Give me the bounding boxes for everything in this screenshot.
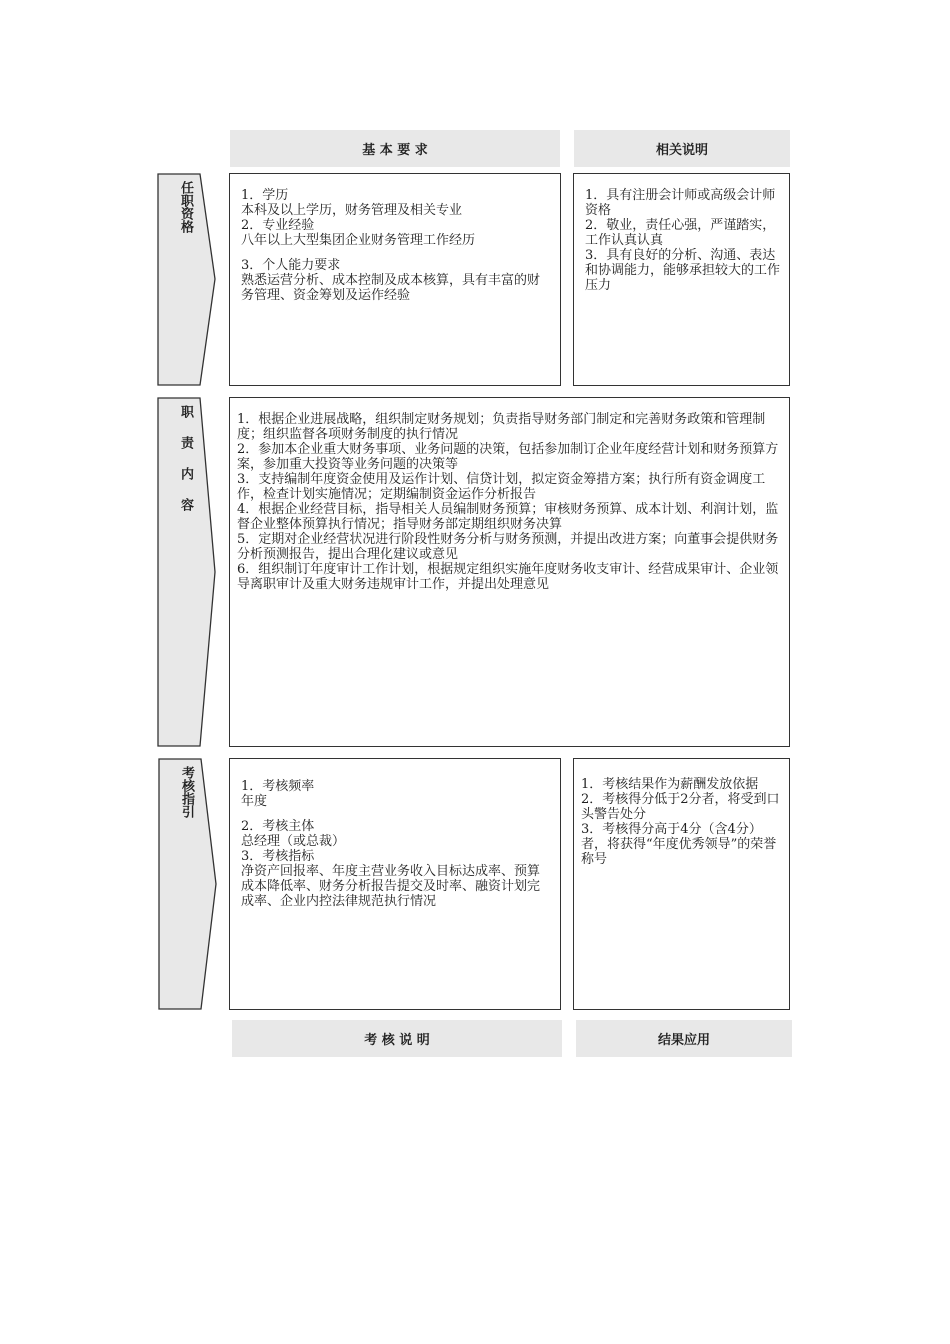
arrow-label-assessment: 考核指引 <box>179 766 194 818</box>
duty-item-2: 2．参加本企业重大财务事项、业务问题的决策，包括参加制订企业年度经营计划和财务预算方案，参加重大投资等业务问题的决策等 <box>237 442 779 472</box>
duty-item-5: 5．定期对企业经营状况进行阶段性财务分析与财务预测，并提出改进方案；向董事会提供财务分析预测报告，提出合理化建议或意见 <box>237 532 779 562</box>
assess-item-2-text: 总经理（或总裁） <box>241 834 346 849</box>
qualification-basic-box <box>229 173 561 386</box>
duty-item-3: 3．支持编制年度资金使用及运作计划、信贷计划，拟定资金筹措方案；执行所有资金调度工作，检查计划实施情况；定期编制资金运作分析报告 <box>237 472 766 502</box>
qualification-notes-box <box>573 173 790 386</box>
arrow-tab-assessment <box>158 758 218 1010</box>
arrow-tab-duties <box>157 397 217 747</box>
qual-note-2: 2．敬业，责任心强，严谨踏实，工作认真认真 <box>585 218 776 248</box>
result-item-1: 1．考核结果作为薪酬发放依据 <box>581 777 759 792</box>
arrow-tab-qualification <box>157 173 217 386</box>
duty-item-4: 4．根据企业经营目标，指导相关人员编制财务预算；审核财务预算、成本计划、利润计划，监督企业整体预算执行情况；指导财务部定期组织财务决算 <box>237 502 779 532</box>
assessment-results-box <box>573 758 790 1010</box>
assess-item-2-title: 2．考核主体 <box>241 819 315 834</box>
header-assessment-notes: 考 核 说 明 <box>232 1020 562 1057</box>
qual-item-1-text: 本科及以上学历，财务管理及相关专业 <box>241 203 463 218</box>
duty-item-6: 6．组织制订年度审计工作计划，根据规定组织实施年度财务收支审计、经营成果审计、企业领导离职审计及重大财务违规审计工作，并提出处理意见 <box>237 562 779 592</box>
qual-item-1-title: 1．学历 <box>241 188 289 203</box>
qual-item-3-text: 熟悉运营分析、成本控制及成本核算，具有丰富的财务管理、资金筹划及运作经验 <box>241 273 541 303</box>
duties-box <box>229 397 790 747</box>
result-item-2: 2．考核得分低于2分者，将受到口头警告处分 <box>581 792 780 822</box>
qual-item-2-title: 2．专业经验 <box>241 218 315 233</box>
assess-item-1-title: 1．考核频率 <box>241 779 315 794</box>
assessment-notes-box <box>229 758 561 1010</box>
header-result-application: 结果应用 <box>576 1020 792 1057</box>
arrow-label-qualification: 任职资格 <box>178 181 193 233</box>
qual-item-2-text: 八年以上大型集团企业财务管理工作经历 <box>241 233 476 248</box>
header-basic-requirements: 基 本 要 求 <box>230 130 560 167</box>
duty-item-1: 1．根据企业进展战略，组织制定财务规划；负责指导财务部门制定和完善财务政策和管理制度；组织监督各项财务制度的执行情况 <box>237 412 766 442</box>
assess-item-3-title: 3．考核指标 <box>241 849 315 864</box>
result-item-3: 3．考核得分高于4分（含4分）者，将获得“年度优秀领导”的荣誉称号 <box>581 822 777 867</box>
header-related-notes: 相关说明 <box>574 130 790 167</box>
qual-note-1: 1．具有注册会计师或高级会计师资格 <box>585 188 776 218</box>
assess-item-3-text: 净资产回报率、年度主营业务收入目标达成率、预算成本降低率、财务分析报告提交及时率、融资计划完成率、企业内控法律规范执行情况 <box>241 864 541 909</box>
arrow-label-duties: 职责内容 <box>178 405 193 529</box>
assess-item-1-text: 年度 <box>241 794 268 809</box>
qual-note-3: 3．具有良好的分析、沟通、表达和协调能力，能够承担较大的工作压力 <box>585 248 781 293</box>
qual-item-3-title: 3．个人能力要求 <box>241 258 341 273</box>
